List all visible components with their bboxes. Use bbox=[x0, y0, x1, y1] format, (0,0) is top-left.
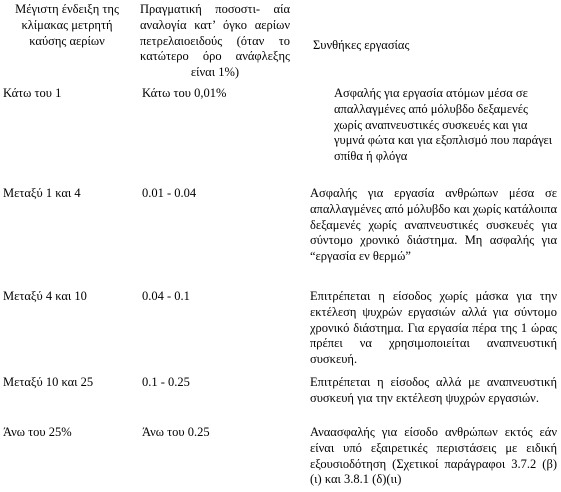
row-3-ratio: 0.04 - 0.1 bbox=[142, 289, 190, 303]
row-4-ratio: 0.1 - 0.25 bbox=[142, 375, 190, 389]
row-2-ratio: 0.01 - 0.04 bbox=[142, 186, 197, 200]
row-1-ratio: Κάτω του 0,01% bbox=[142, 86, 227, 100]
row-1-meter: Κάτω του 1 bbox=[3, 86, 62, 100]
header-work-conditions: Συνθήκες εργασίας bbox=[313, 38, 410, 52]
header-meter-reading: Μέγιστη ένδειξη της κλίμακας μετρητή καύσης αερίων bbox=[15, 2, 119, 48]
row-2-conditions: Ασφαλής για εργασία ανθρώπων μέσα σε απαλλαγμένες από μόλυβδο και χωρίς κατάλοιπα δεξαμενές χωρίς αναπνευστικές συσκευές για σύντομο χρονικό διάστημα. Μη ασφαλής για “εργασία εν θερμώ” bbox=[310, 186, 557, 264]
row-2-meter: Μεταξύ 1 και 4 bbox=[3, 186, 81, 200]
row-1-conditions: Ασφαλής για εργασία ατόμων μέσα σε απαλλαγμένες από μόλυβδο δεξαμενές χωρίς αναπνευστικές συσκευές και για γυμνά φώτα και για εξοπλισμό που παράγει σπίθα ή φλόγα bbox=[334, 86, 553, 164]
row-5-ratio: Άνω του 0.25 bbox=[142, 425, 210, 439]
row-4-meter: Μεταξύ 10 και 25 bbox=[3, 375, 94, 389]
row-5-meter: Άνω του 25% bbox=[3, 425, 72, 439]
row-3-conditions: Επιτρέπεται η είσοδος χωρίς μάσκα για την εκτέλεση ψυχρών εργασιών αλλά για σύντομο χρονικό διάστημα. Για εργασία πέρα της 1 ώρας πρέπει να χρησιμοποιείται αναπνευστική συσκευή. bbox=[310, 289, 557, 367]
header-gas-ratio: Πραγματική ποσοστι- αία αναλογία κατ’ όγκο αερίων πετρελαιοειδούς (όταν το κατώτερο όρο ανάφλεξης είναι 1%) bbox=[140, 2, 290, 80]
row-3-meter: Μεταξύ 4 και 10 bbox=[3, 289, 87, 303]
row-5-conditions: Αναασφαλής για είσοδο ανθρώπων εκτός εάν είναι υπό εξαιρετικές περιστάσεις με ειδική εξουσιοδότηση (Σχετικοί παράγραφοι 3.7.2 (β) (ι) και 3.8.1 (δ)(ιι) bbox=[310, 425, 557, 487]
row-4-conditions: Επιτρέπεται η είσοδος αλλά με αναπνευστική συσκευή για την εκτέλεση ψυχρών εργασιών. bbox=[310, 375, 557, 405]
